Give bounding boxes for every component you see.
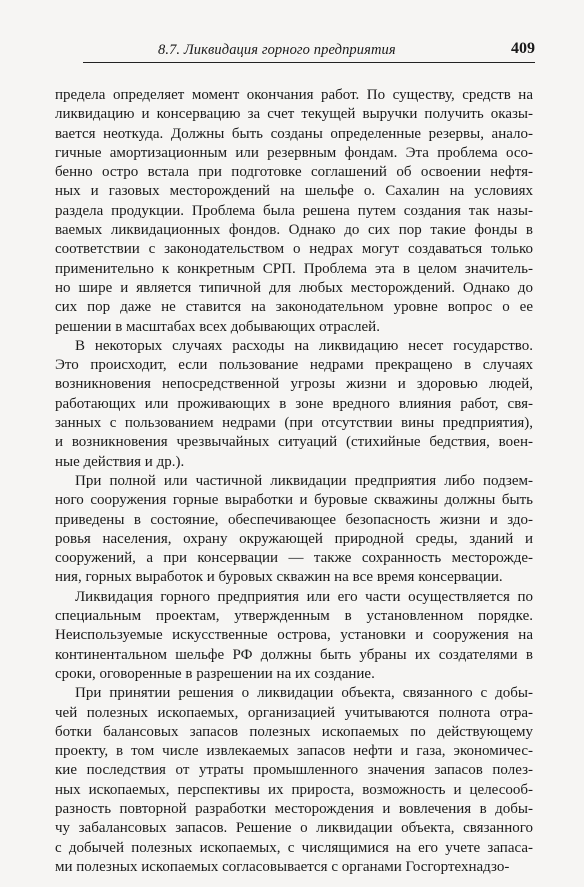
text-line: При принятии решения о ликвидации объекта, связанного с добы- <box>75 685 533 702</box>
text-line: Это происходит, если пользование недрами прекращено в случаях <box>55 357 533 374</box>
text-line: чей полезных ископаемых, организацией учитываются полнота отра- <box>55 704 533 721</box>
text-line: занных с пользованием недрами (при отсутствии вины предприятия), <box>55 415 533 432</box>
text-line: Ликвидация горного предприятия или его части осуществляется по <box>75 588 533 605</box>
text-line: В некоторых случаях расходы на ликвидацию несет государство. <box>75 337 533 354</box>
text-line: применительно к конкретным СРП. Проблема эта в целом значитель- <box>55 260 533 277</box>
text-line: Неиспользуемые искусственные острова, установки и сооружения на <box>55 627 533 644</box>
text-line: и возникновения чрезвычайных ситуаций (стихийные бедствия, воен- <box>55 434 533 451</box>
text-line: сооружений, а при консервации — также сохранность месторожде- <box>55 550 533 567</box>
paragraph <box>55 684 533 877</box>
text-line: решении в масштабах всех добывающих отраслей. <box>55 318 380 335</box>
text-line: гичные амортизационным или резервным фондам. Эта проблема осо- <box>55 144 533 161</box>
text-line: чу забалансовых запасов. Решение о ликвидации объекта, связанного <box>55 820 533 837</box>
running-header-title: 8.7. Ликвидация горного предприятия <box>158 42 396 58</box>
text-line: ные действия и др.). <box>55 453 185 470</box>
text-line: ния, горных выработок и буровых скважин на все время консервации. <box>55 569 503 586</box>
paragraph <box>55 337 533 472</box>
text-line: сроки, оговоренные в разрешении на их создание. <box>55 665 375 682</box>
header-rule <box>83 62 535 63</box>
text-line: разность повторной разработки месторождения и вовлечения в добы- <box>55 800 533 817</box>
text-line: но шире и является типичной для любых месторождений. Однако до <box>55 279 533 296</box>
text-line: континентальном шельфе РФ должны быть убраны их создателями в <box>55 646 533 663</box>
page-number: 409 <box>511 40 535 57</box>
text-line: ных и газовых месторождений на шельфе о. Сахалин на условиях <box>55 183 533 200</box>
text-line: предела определяет момент окончания работ. По существу, средств на <box>55 87 533 103</box>
text-line: бенно остро встала при подготовке соглашений об освоении нефтя- <box>55 164 533 181</box>
text-line: ваемых ликвидационных фондов. Однако до сих пор такие фонды в <box>55 222 533 239</box>
text-line: возникновения непосредственной угрозы жизни и здоровью людей, <box>55 376 533 393</box>
text-line: кие последствия от утраты промышленного значения запасов полез- <box>55 762 533 779</box>
text-line: При полной или частичной ликвидации предприятия либо подзем- <box>75 472 533 489</box>
text-line: ликвидацию и консервацию за счет текущей выручки получить оказы- <box>55 106 533 123</box>
running-header <box>83 40 535 62</box>
text-line: с добычей полезных ископаемых, с числящимися на его учете запаса- <box>55 839 533 856</box>
text-line: ботки балансовых запасов полезных ископаемых по действующему <box>55 723 533 740</box>
text-line: специальным проектам, утвержденным в установленном порядке. <box>55 608 533 625</box>
text-line: ми полезных ископаемых согласовывается с органами Госгортехнадзо- <box>55 858 510 875</box>
text-line: работающих или проживающих в зоне вредного влияния работ, свя- <box>55 395 533 412</box>
text-line: вается неоткуда. Должны быть созданы определенные резервы, анало- <box>55 125 533 142</box>
text-line: соответствии с законодательством о недрах могут создаваться только <box>55 241 533 258</box>
text-line: приведены в состояние, обеспечивающее безопасность жизни и здо- <box>55 511 533 528</box>
text-line: ровья населения, охрану окружающей природной среды, зданий и <box>55 530 533 547</box>
paragraph <box>55 588 533 684</box>
text-line: раздела продукции. Проблема была решена путем создания так назы- <box>55 202 533 219</box>
text-line: ного сооружения горные выработки и буровые скважины должны быть <box>55 492 533 509</box>
text-line: сих пор даже не ставится на законодательном уровне вопрос о ее <box>55 299 533 316</box>
paragraph <box>55 86 533 337</box>
text-line: ных ископаемых, перспективы их прироста, возможность и целесооб- <box>55 781 533 798</box>
body-text <box>55 86 533 877</box>
text-line: проекту, в том числе извлекаемых запасов нефти и газа, экономичес- <box>55 743 533 760</box>
paragraph <box>55 472 533 588</box>
